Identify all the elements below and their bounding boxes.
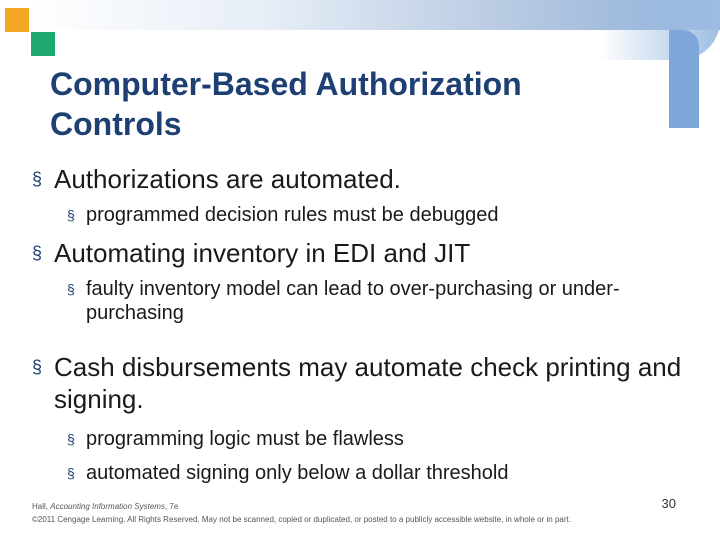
slide-body bbox=[32, 163, 692, 495]
page-number: 30 bbox=[661, 496, 676, 511]
header-corner-decoration bbox=[600, 0, 720, 60]
right-accent-bar bbox=[669, 30, 699, 128]
orange-square-decoration bbox=[5, 8, 29, 32]
bullet-item: § Cash disbursements may automate check printing and signing. bbox=[32, 351, 692, 415]
slide-title: Computer-Based Authorization Controls bbox=[50, 66, 522, 142]
green-square-decoration bbox=[31, 32, 55, 56]
footer-edition: , 7e bbox=[164, 502, 179, 511]
footer-copyright: ©2011 Cengage Learning. All Rights Reserved. May not be scanned, copied or duplicated, or posted to a publicly accessible website, in whole or in part. bbox=[32, 515, 571, 524]
footer-author: Hall, bbox=[32, 502, 51, 511]
footer-citation bbox=[32, 500, 652, 513]
sub-bullet-item: § faulty inventory model can lead to over-purchasing or under-purchasing bbox=[32, 277, 692, 325]
footer-book-title: Accounting Information Systems bbox=[50, 502, 165, 511]
footer-credits bbox=[32, 500, 652, 526]
bullet-item: § Authorizations are automated. bbox=[32, 163, 692, 195]
sub-bullet-item: § automated signing only below a dollar threshold bbox=[32, 461, 692, 485]
sub-bullet-item: § programmed decision rules must be debugged bbox=[32, 203, 692, 227]
bullet-item: § Automating inventory in EDI and JIT bbox=[32, 237, 692, 269]
sub-bullet-item: § programming logic must be flawless bbox=[32, 427, 692, 451]
